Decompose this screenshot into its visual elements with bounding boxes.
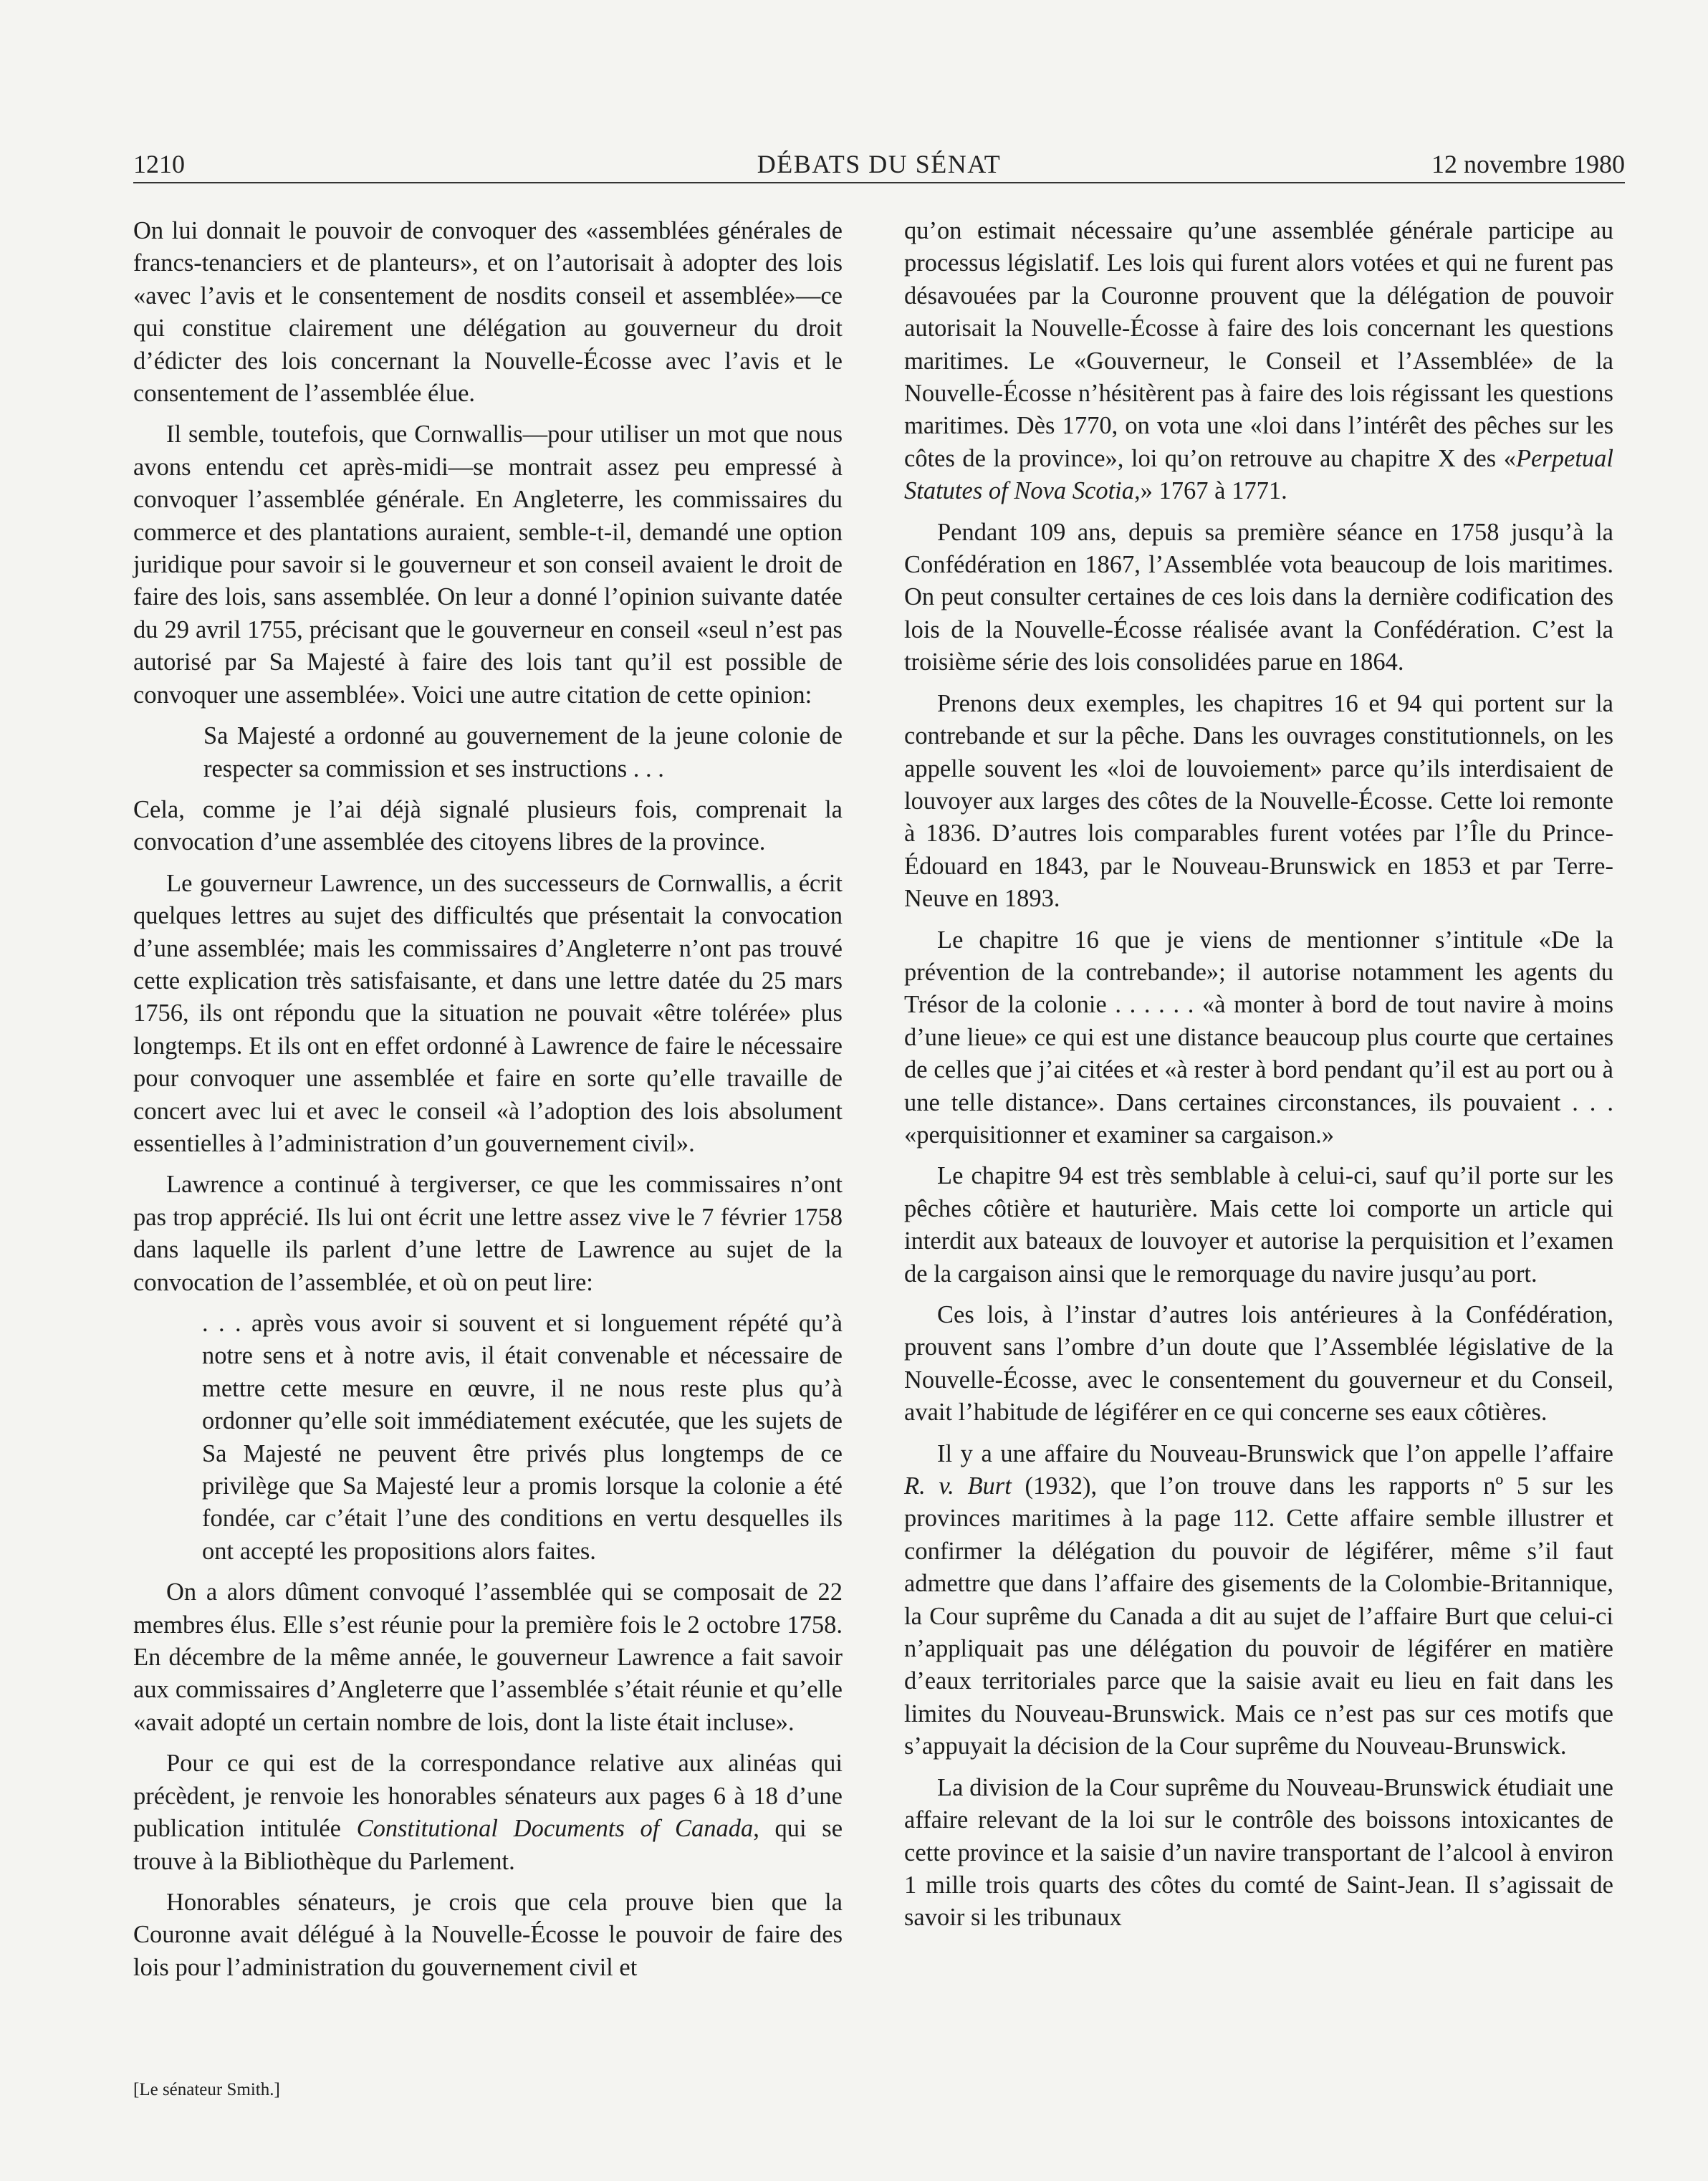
text-run: Pour ce qui est de la correspondance relative aux alinéas qui précèdent, je renvoie les honorables sénateurs aux pages 6 à 18 d’une publication intitulée [133, 1750, 843, 1843]
text-run: (1932), que l’on trouve dans les rapports nº 5 sur les provinces maritimes à la page 112. Cette affaire semble illustrer et confirmer la délégation du pouvoir de légiférer, même s’il faut admettre que dans l’affaire des gisements de la Colombie-Britannique, la Cour suprême du Canada a dit au sujet de l’affaire Burt que celui-ci n’appliquait pas une délégation du pouvoir de légiférer en matière d’eaux territoriales parce que la saisie avait eu lieu en fait dans les limites du Nouveau-Brunswick. Mais ce n’est pas sur ces motifs que s’appuyait la décision de la Cour suprême du Nouveau-Brunswick. [904, 1472, 1613, 1760]
statute-title-italic: Perpetual Statutes of Nova Scotia, [904, 444, 1613, 505]
paragraph: Il semble, toutefois, que Cornwallis—pour utiliser un mot que nous avons entendu cet après-midi—se montrait assez peu empressé à convoquer l’assemblée générale. En Angleterre, les commissaires du commerce et des plantations auraient, semble-t-il, demandé une option juridique pour savoir si le gouverneur et son conseil avaient le droit de faire des lois, sans assemblée. On leur a donné l’opinion suivante datée du 29 avril 1755, précisant que le gouverneur en conseil «seul n’est pas autorisé par Sa Majesté à faire des lois tant qu’il est possible de convoquer une assemblée». Voici une autre citation de cette opinion: [133, 421, 843, 709]
publication-title: DÉBATS DU SÉNAT [757, 150, 1002, 178]
page-header [133, 146, 1625, 183]
text-run: Il y a une affaire du Nouveau-Brunswick que l’on appelle l’affaire [937, 1439, 1613, 1467]
page-number: 1210 [133, 150, 185, 178]
paragraph: Ces lois, à l’instar d’autres lois antérieures à la Confédération, prouvent sans l’ombre d’un doute que l’Assemblée législative de la Nouvelle-Écosse, avec le consentement du gouverneur et du Conseil, avait l’habitude de légiférer en ce qui concerne ses eaux côtières. [904, 1301, 1613, 1427]
paragraph: Le chapitre 94 est très semblable à celui-ci, sauf qu’il porte sur les pêches côtière et hauturière. Mais cette loi comporte un article qui interdit aux bateaux de louvoyer et autorise la perquisition et l’examen de la cargaison ainsi que le remorquage du navire jusqu’au port. [904, 1162, 1613, 1288]
text-run: » 1767 à 1771. [1140, 477, 1287, 505]
publication-title-italic: Constitutional Documents of Canada [356, 1815, 754, 1843]
paragraph: Lawrence a continué à tergiverser, ce que les commissaires n’ont pas trop apprécié. Ils lui ont écrit une lettre assez vive le 7 février 1758 dans laquelle ils parlent d’une lettre de Lawrence au sujet de la convocation de l’assemblée, et où on peut lire: [133, 1171, 843, 1296]
speaker-footer: [Le sénateur Smith.] [133, 2080, 280, 2099]
text-run: qu’on estimait nécessaire qu’une assemblée générale participe au processus législatif. Les lois qui furent alors votées et qui ne furent pas désavouées par la Couronne prouvent que la délégation de pouvoir autorisait la Nouvelle-Écosse à faire des lois concernant les questions maritimes. Le «Gouverneur, le Conseil et l’Assemblée» de la Nouvelle-Écosse n’hésitèrent pas à faire des lois régissant les questions maritimes. Dès 1770, on vota une «loi dans l’intérêt des pêches sur les côtes de la province», loi qu’on retrouve au chapitre X des « [904, 217, 1613, 472]
paragraph: Cela, comme je l’ai déjà signalé plusieurs fois, comprenait la convocation d’une assemblée des citoyens libres de la province. [133, 795, 843, 856]
case-name-italic: R. v. Burt [904, 1472, 1012, 1500]
paragraph: Pendant 109 ans, depuis sa première séance en 1758 jusqu’à la Confédération en 1867, l’Assemblée vota beaucoup de lois maritimes. On peut consulter certaines de ces lois dans la dernière codification des lois de la Nouvelle-Écosse réalisée avant la Confédération. C’est la troisième série des lois consolidées parue en 1864. [904, 518, 1613, 676]
right-column [904, 215, 1613, 1943]
paragraph: On lui donnait le pouvoir de convoquer des «assemblées générales de francs-tenanciers et de planteurs», et on l’autorisait à adopter des lois «avec l’avis et le consentement de nosdits conseil et assemblée»—ce qui constitue clairement une délégation au gouverneur du droit d’édicter des lois concernant la Nouvelle-Écosse avec l’avis et le consentement de l’assemblée élue. [133, 217, 843, 408]
paragraph [904, 1438, 1613, 1763]
left-column [133, 215, 843, 1993]
block-quote: . . . après vous avoir si souvent et si longuement répété qu’à notre sens et à notre avis, il était convenable et nécessaire de mettre cette mesure en œuvre, il ne nous reste plus qu’à ordonner qu’elle soit immédiatement exécutée, que les sujets de Sa Majesté ne peuvent être privés plus longtemps de ce privilège que Sa Majesté leur a promis lorsque la colonie a été fondée, car c’était l’une des conditions en vertu desquelles ils ont accepté les propositions alors faites. [202, 1310, 843, 1565]
paragraph: Honorables sénateurs, je crois que cela prouve bien que la Couronne avait délégué à la Nouvelle-Écosse le pouvoir de faire des lois pour l’administration du gouvernement civil et [133, 1888, 843, 1981]
paragraph [904, 215, 1613, 508]
paragraph: On a alors dûment convoqué l’assemblée qui se composait de 22 membres élus. Elle s’est réunie pour la première fois le 2 octobre 1758. En décembre de la même année, le gouverneur Lawrence a fait savoir aux commissaires d’Angleterre que l’assemblée s’était réunie et qu’elle «avait adopté un certain nombre de lois, dont la liste était incluse». [133, 1578, 843, 1736]
block-quote: Sa Majesté a ordonné au gouvernement de la jeune colonie de respecter sa commission et ses instructions . . . [203, 722, 843, 782]
paragraph: Prenons deux exemples, les chapitres 16 et 94 qui portent sur la contrebande et sur la pêche. Dans les ouvrages constitutionnels, on les appelle souvent les «loi de louvoiement» parce qu’ils interdisaient de louvoyer aux larges des côtes de la Nouvelle-Écosse. Cette loi remonte à 1836. D’autres lois comparables furent votées par l’Île du Prince-Édouard en 1843, par le Nouveau-Brunswick en 1853 et par Terre-Neuve en 1893. [904, 689, 1613, 913]
text-run: , qui se trouve à la Bibliothèque du Parlement. [133, 1815, 843, 1875]
paragraph: La division de la Cour suprême du Nouveau-Brunswick étudiait une affaire relevant de la loi sur le contrôle des boissons intoxicantes de cette province et la saisie d’un navire transportant de l’alcool à environ 1 mille trois quarts des côtes du comté de Saint-Jean. Il s’agissait de savoir si les tribunaux [904, 1773, 1613, 1932]
paragraph [133, 1748, 843, 1878]
paragraph: Le chapitre 16 que je viens de mentionner s’intitule «De la prévention de la contrebande»; il autorise notamment les agents du Trésor de la colonie . . . . . . «à monter à bord de tout navire à moins d’une lieue» ce qui est une distance beaucoup plus courte que certaines de celles que j’ai citées et «à rester à bord pendant qu’il est au port ou à une telle distance». Dans certaines circonstances, ils pouvaient . . . «perquisitionner et examiner sa cargaison.» [904, 926, 1613, 1149]
paragraph: Le gouverneur Lawrence, un des successeurs de Cornwallis, a écrit quelques lettres au sujet des difficultés que présentait la convocation d’une assemblée; mais les commissaires d’Angleterre n’ont pas trouvé cette explication très satisfaisante, et dans une lettre datée du 25 mars 1756, ils ont répondu que la situation ne pouvait «être tolérée» plus longtemps. Et ils ont en effet ordonné à Lawrence de faire le nécessaire pour convoquer une assemblée et faire en sorte qu’elle travaille de concert avec lui et avec le conseil «à l’adoption des lois absolument essentielles à l’administration d’un gouvernement civil». [133, 869, 843, 1157]
publication-date: 12 novembre 1980 [1431, 150, 1625, 178]
